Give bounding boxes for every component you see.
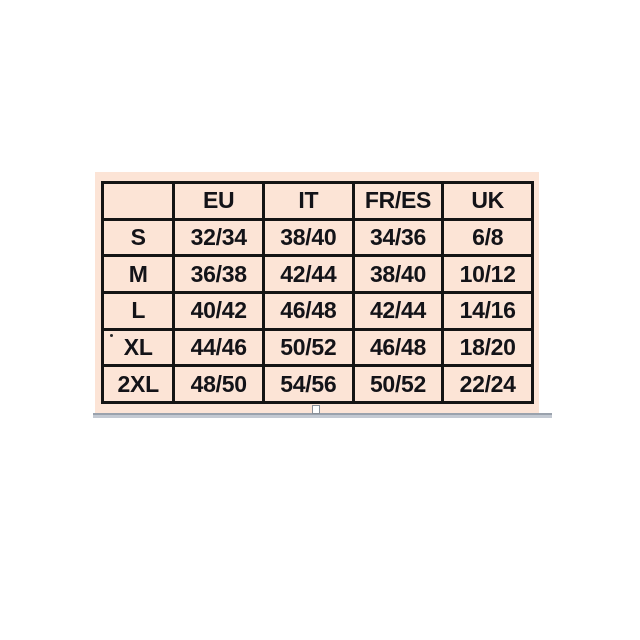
resize-handle[interactable] xyxy=(312,405,320,414)
size-cell: 50/52 xyxy=(353,366,443,403)
table-row xyxy=(103,292,533,329)
size-cell: 18/20 xyxy=(443,329,533,366)
selection-edge-line xyxy=(93,413,552,418)
table-row xyxy=(103,329,533,366)
size-conversion-table xyxy=(101,181,534,404)
artifact-dot xyxy=(110,334,113,337)
header-cell-it: IT xyxy=(264,183,354,220)
size-cell: 34/36 xyxy=(353,219,443,256)
size-cell: 48/50 xyxy=(174,366,264,403)
corner-cell xyxy=(103,183,174,220)
table-header-row xyxy=(103,183,533,220)
size-cell: 46/48 xyxy=(353,329,443,366)
size-cell: 22/24 xyxy=(443,366,533,403)
size-cell: 38/40 xyxy=(264,219,354,256)
row-label-l: L xyxy=(103,292,174,329)
header-cell-fres: FR/ES xyxy=(353,183,443,220)
size-cell: 14/16 xyxy=(443,292,533,329)
row-label-xl: XL xyxy=(103,329,174,366)
size-cell: 10/12 xyxy=(443,256,533,293)
table-row xyxy=(103,256,533,293)
size-cell: 44/46 xyxy=(174,329,264,366)
header-cell-uk: UK xyxy=(443,183,533,220)
size-cell: 36/38 xyxy=(174,256,264,293)
size-cell: 6/8 xyxy=(443,219,533,256)
table-row xyxy=(103,219,533,256)
size-cell: 40/42 xyxy=(174,292,264,329)
header-cell-eu: EU xyxy=(174,183,264,220)
size-cell: 32/34 xyxy=(174,219,264,256)
table-row xyxy=(103,366,533,403)
row-label-s: S xyxy=(103,219,174,256)
size-cell: 54/56 xyxy=(264,366,354,403)
size-cell: 50/52 xyxy=(264,329,354,366)
size-cell: 42/44 xyxy=(353,292,443,329)
size-cell: 38/40 xyxy=(353,256,443,293)
size-cell: 46/48 xyxy=(264,292,354,329)
row-label-m: M xyxy=(103,256,174,293)
row-label-2xl: 2XL xyxy=(103,366,174,403)
size-cell: 42/44 xyxy=(264,256,354,293)
